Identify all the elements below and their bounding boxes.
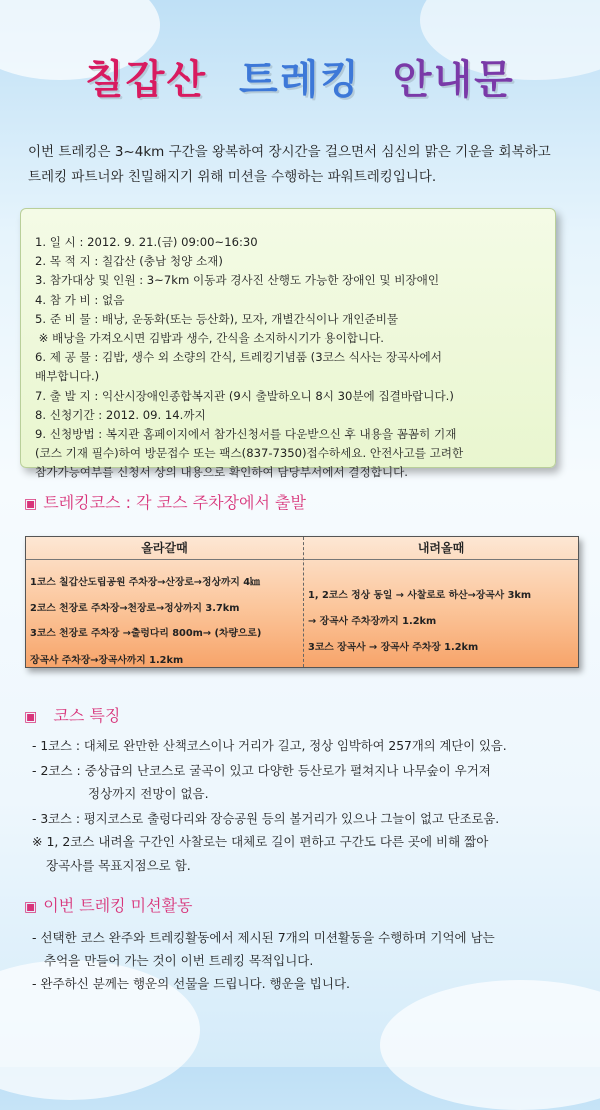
course-down-row: 3코스 장곡사 → 장곡사 주차장 1.2km <box>308 642 479 653</box>
feature-line: - 1코스 : 대체로 완만한 산책코스이나 거리가 길고, 정상 임박하여 257개의 계단이 있음. <box>32 739 507 753</box>
info-line: 1. 일 시 : 2012. 9. 21.(금) 09:00~16:30 <box>35 235 258 249</box>
mission-line: - 선택한 코스 완주와 트레킹활동에서 제시된 7개의 미션활동을 수행하며 기억에 남는 <box>32 930 495 945</box>
features-section-heading <box>24 703 120 726</box>
info-line: 4. 참 가 비 : 없음 <box>35 292 125 307</box>
mission-line: - 완주하신 분께는 행운의 선물을 드립니다. 행운을 빕니다. <box>32 976 350 991</box>
course-up-row: 장곡사 주차장→장곡사까지 1.2km <box>30 655 184 666</box>
course-up-row: 2코스 천장로 주차장→천장로→정상까지 3.7km <box>30 603 240 614</box>
table-header-down: 내려올때 <box>417 541 465 555</box>
mission-section-heading <box>24 893 193 916</box>
feature-line: - 3코스 : 평지코스로 출렁다리와 장승공원 등의 볼거리가 있으나 그늘이 없고 단조로움. <box>32 812 500 826</box>
title-word-1: 칠갑산 <box>85 57 208 103</box>
course-section-heading <box>24 490 306 513</box>
info-line: 2. 목 적 지 : 칠갑산 (충남 청양 소재) <box>35 254 223 269</box>
info-line: (코스 기재 필수)하여 방문접수 또는 팩스(837-7350)접수하세요. 안전사고를 고려한 <box>35 446 464 461</box>
cloud-decoration <box>380 980 600 1110</box>
course-up-row: 1코스 칠갑산도립공원 주차장→산장로→정상까지 4㎞ <box>30 577 260 588</box>
intro-line: 트레킹 파트너와 친밀해지기 위해 미션을 수행하는 파워트레킹입니다. <box>28 169 437 185</box>
intro-text <box>28 140 588 190</box>
course-section-title: 트레킹코스 : 각 코스 주차장에서 출발 <box>43 493 306 512</box>
feature-line: - 2코스 : 중상급의 난코스로 굴곡이 있고 다양한 등산로가 펼쳐지나 나무숲이 우거져 <box>32 763 491 778</box>
info-line: 배부합니다.) <box>35 369 100 384</box>
section-marker-icon: ▣ <box>24 899 38 915</box>
table-divider <box>26 559 578 560</box>
title-word-2: 트레킹 <box>239 57 361 103</box>
feature-line: 정상까지 전망이 없음. <box>88 786 209 801</box>
page-title <box>0 48 600 105</box>
info-line: 9. 신청방법 : 복지관 홈페이지에서 참가신청서를 다운받으신 후 내용을 꼼꼼히 기재 <box>35 427 457 442</box>
table-header-up: 올라갈때 <box>141 541 188 555</box>
course-table <box>25 536 579 668</box>
course-down-row: 1, 2코스 정상 동일 → 사찰로로 하산→장곡사 3km <box>308 590 532 601</box>
info-line: 8. 신청기간 : 2012. 09. 14.까지 <box>35 407 206 422</box>
table-divider <box>303 537 304 667</box>
mission-line: 추억을 만들어 가는 것이 이번 트레킹 목적입니다. <box>44 953 314 968</box>
info-line: 6. 제 공 물 : 김밥, 생수 외 소량의 간식, 트레킹기념품 (3코스 식사는 장곡사에서 <box>35 350 442 365</box>
features-section-title: 코스 특징 <box>53 706 121 725</box>
intro-line: 이번 트레킹은 3~4km 구간을 왕복하여 장시간을 걸으면서 심신의 맑은 기운을 회복하고 <box>28 144 551 160</box>
section-marker-icon: ▣ <box>24 709 38 725</box>
info-line: 3. 참가대상 및 인원 : 3~7km 이동과 경사진 산행도 가능한 장애인 및 비장애인 <box>35 273 440 288</box>
info-line: 5. 준 비 물 : 배낭, 운동화(또는 등산화), 모자, 개별간식이나 개인준비물 <box>35 311 399 326</box>
feature-line: 장곡사를 목표지점으로 함. <box>46 858 191 873</box>
course-down-row: → 장곡사 주차장까지 1.2km <box>308 616 437 627</box>
feature-line: ※ 1, 2코스 내려올 구간인 사찰로는 대체로 길이 편하고 구간도 다른 곳에 비해 짧아 <box>32 834 489 849</box>
info-line: 7. 출 발 지 : 익산시장애인종합복지관 (9시 출발하오니 8시 30분에 집결바랍니다.) <box>35 388 454 403</box>
title-word-3: 안내문 <box>392 57 515 103</box>
info-line: ※ 배낭을 가져오시면 김밥과 생수, 간식을 소지하시기가 용이합니다. <box>35 331 384 346</box>
mission-section-title: 이번 트레킹 미션활동 <box>43 896 193 915</box>
info-box <box>20 208 556 480</box>
section-marker-icon: ▣ <box>24 496 38 512</box>
course-up-row: 3코스 천장로 주차장 →출렁다리 800m→ (차량으로) <box>30 628 262 639</box>
info-line: 참가가능여부를 신청서 상의 내용으로 확인하여 담당부서에서 결정합니다. <box>35 465 408 480</box>
